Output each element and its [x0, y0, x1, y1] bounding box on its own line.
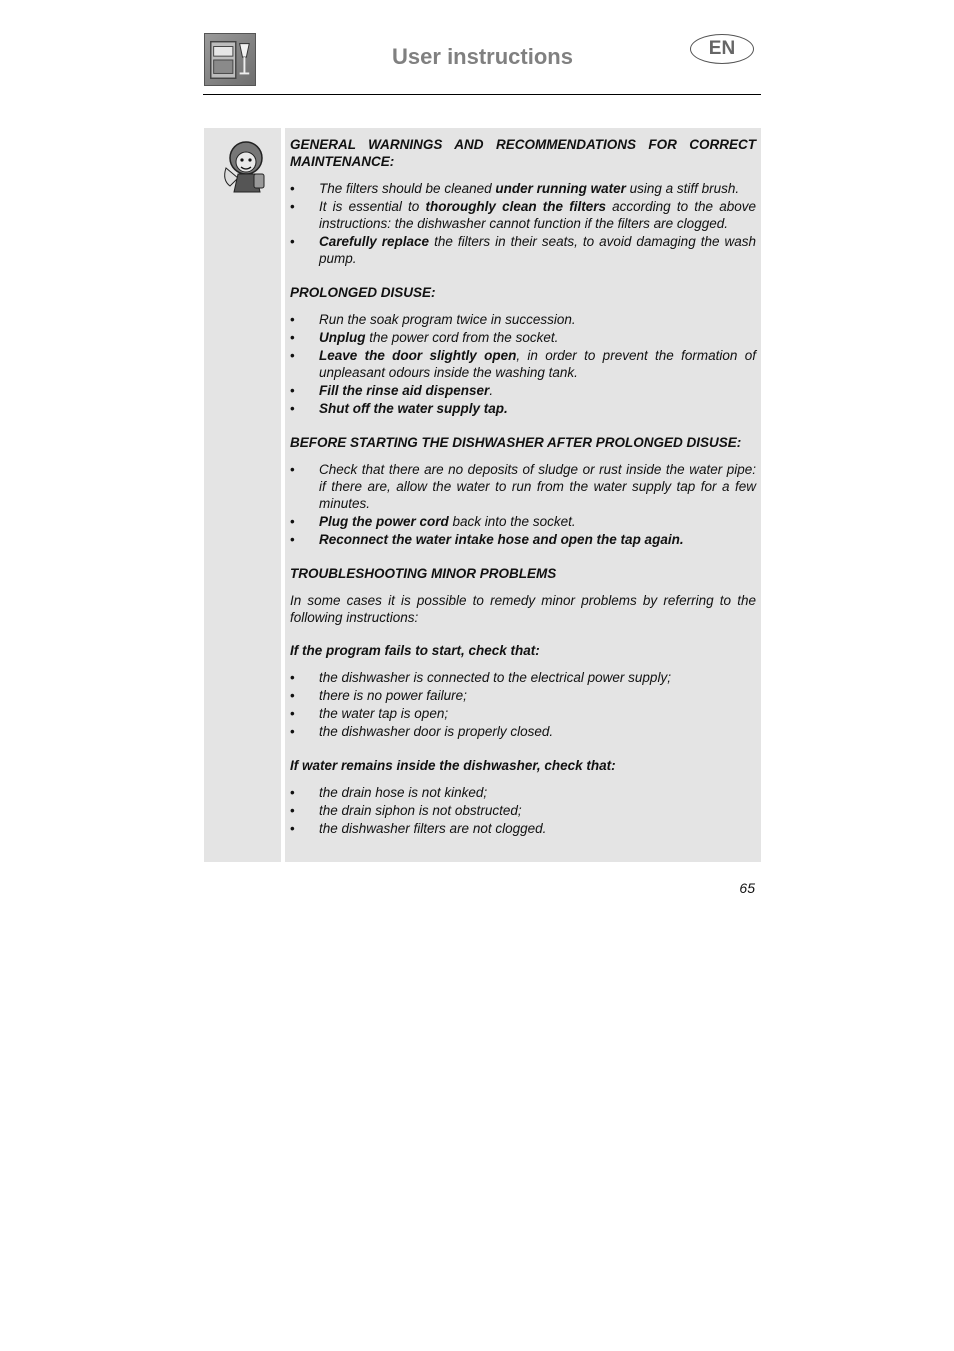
list-item: • Plug the power cord back into the socket.: [290, 514, 576, 529]
section-heading-troubleshooting: TROUBLESHOOTING MINOR PROBLEMS: [290, 566, 557, 581]
brand-logo: [204, 33, 256, 86]
list-item: • Leave the door slightly open, in order to prevent the formation of unpleasant odours inside the washing tank.: [290, 348, 756, 380]
side-panel: [204, 128, 281, 862]
list-item: • Run the soak program twice in succession.: [290, 312, 576, 327]
mascot-icon: [216, 138, 270, 196]
instructions-panel: [285, 128, 761, 862]
list-item: • Unplug the power cord from the socket.: [290, 330, 559, 345]
section-heading-water-remains: If water remains inside the dishwasher, check that:: [290, 758, 616, 773]
list-item: • Fill the rinse aid dispenser.: [290, 383, 494, 398]
before-starting-list: [290, 461, 756, 548]
list-item: • It is essential to thoroughly clean the filters according to the above instructions: the dishwasher cannot function if the filters are clogged.: [290, 199, 756, 231]
troubleshooting-intro: In some cases it is possible to remedy minor problems by referring to the following instructions:: [290, 593, 756, 625]
list-item: • The filters should be cleaned under running water using a stiff brush.: [290, 181, 740, 196]
list-item: • the dishwasher door is properly closed.: [290, 724, 554, 739]
list-item: • Shut off the water supply tap.: [290, 401, 508, 416]
water-remains-list: [290, 784, 756, 837]
fails-to-start-list: [290, 669, 756, 740]
list-item: • there is no power failure;: [290, 688, 467, 703]
list-item: • Check that there are no deposits of sludge or rust inside the water pipe: if there are, allow the water to run from the water supply tap for a few minutes.: [290, 462, 756, 511]
disuse-list: [290, 311, 756, 417]
list-item: • Carefully replace the filters in their seats, to avoid damaging the wash pump.: [290, 234, 756, 266]
maintenance-list: [290, 180, 756, 267]
section-heading-before-starting: BEFORE STARTING THE DISHWASHER AFTER PROLONGED DISUSE:: [290, 435, 742, 450]
header-divider: [203, 94, 761, 95]
section-heading-disuse: PROLONGED DISUSE:: [290, 285, 436, 300]
list-item: • the water tap is open;: [290, 706, 449, 721]
list-item: • the drain siphon is not obstructed;: [290, 803, 522, 818]
list-item: • the drain hose is not kinked;: [290, 785, 488, 800]
language-badge: EN: [690, 34, 754, 64]
list-item: • the dishwasher is connected to the electrical power supply;: [290, 670, 671, 685]
page-number: 65: [739, 880, 755, 896]
section-heading-fails-to-start: If the program fails to start, check that:: [290, 643, 540, 658]
page-title: User instructions: [392, 44, 573, 69]
section-heading-maintenance: GENERAL WARNINGS AND RECOMMENDATIONS FOR CORRECT MAINTENANCE:: [290, 137, 756, 169]
list-item: • Reconnect the water intake hose and open the tap again.: [290, 532, 684, 547]
list-item: • the dishwasher filters are not clogged.: [290, 821, 547, 836]
